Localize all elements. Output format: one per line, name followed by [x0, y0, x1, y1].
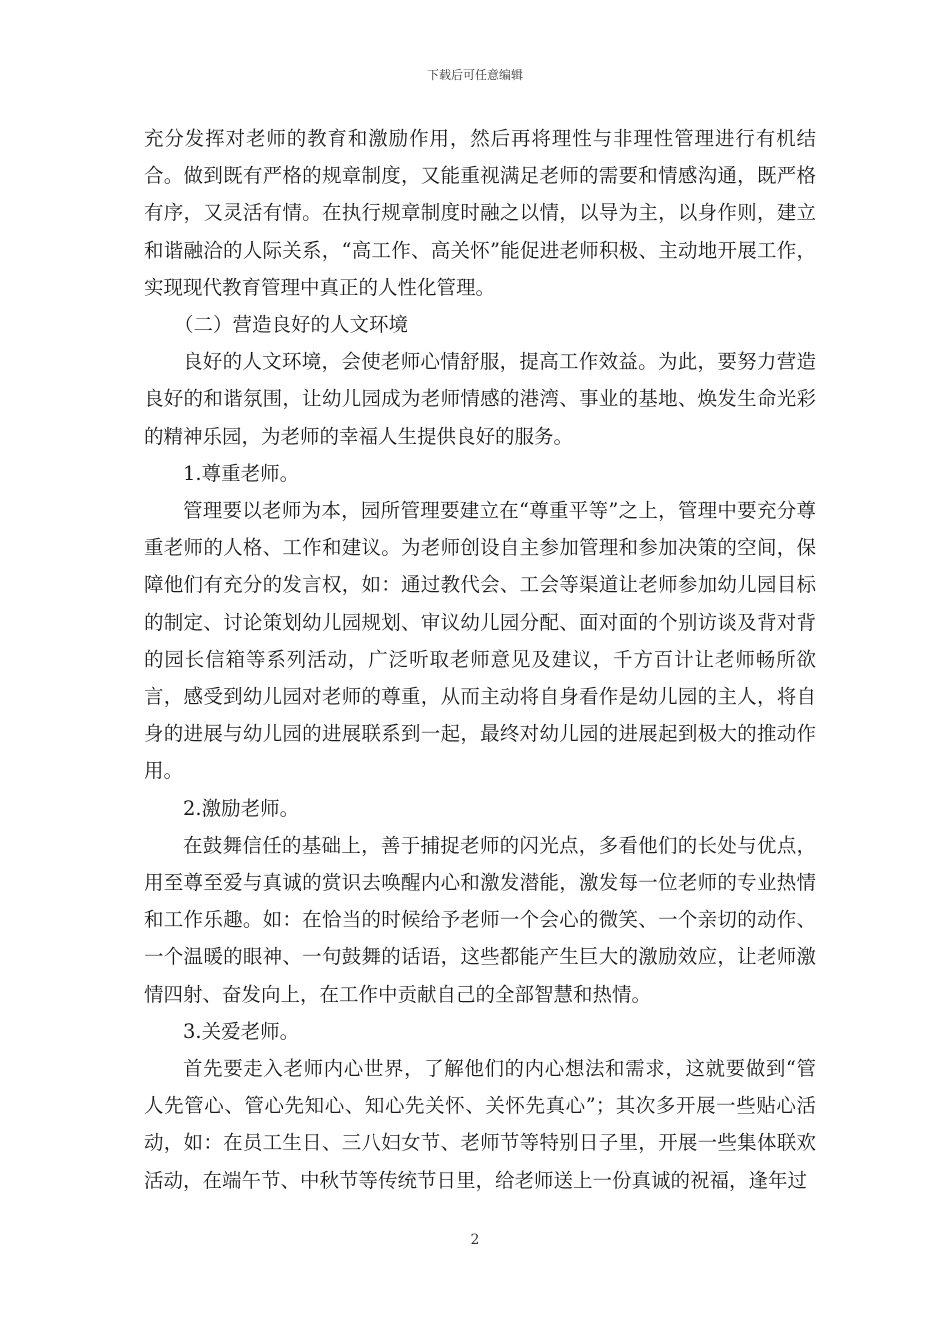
paragraph-environment: 良好的人文环境，会使老师心情舒服，提高工作效益。为此，要努力营造良好的和谐氛围，让幼儿园成为老师情感的港湾、事业的基地、焕发生命光彩的精神乐园，为老师的幸福人生提供良好的服务。 [144, 350, 816, 448]
item-heading-motivate: 2.激励老师。 [183, 796, 300, 820]
item-heading-care: 3.关爱老师。 [183, 1019, 300, 1043]
page-number: 2 [470, 1232, 480, 1248]
paragraph-care: 首先要走入老师内心世界，了解他们的内心想法和需求，这就要做到“管人先管心、管心先知心、知心先关怀、关怀先真心”；其次多开展一些贴心活动，如：在员工生日、三八妇女节、老师节等特别日子里，开展一些集体联欢活动，在端午节、中秋节等传统节日里，给老师送上一份真诚的祝福，逢年过 [144, 1057, 816, 1192]
section-heading: （二）营造良好的人文环境 [174, 313, 409, 337]
document-body [144, 120, 816, 1199]
paragraph-motivate: 在鼓舞信任的基础上，善于捕捉老师的闪光点，多看他们的长处与优点，用至尊至爱与真诚的赏识去唤醒内心和激发潜能，激发每一位老师的专业热情和工作乐趣。如：在恰当的时候给予老师一个会心的微笑、一个亲切的动作、一个温暖的眼神、一句鼓舞的话语，这些都能产生巨大的激励效应，让老师激情四射、奋发向上，在工作中贡献自己的全部智慧和热情。 [144, 833, 816, 1006]
item-heading-respect: 1.尊重老师。 [183, 461, 300, 485]
paragraph-respect: 管理要以老师为本，园所管理要建立在“尊重平等”之上，管理中要充分尊重老师的人格、工作和建议。为老师创设自主参加管理和参加决策的空间，保障他们有充分的发言权，如：通过教代会、工会等渠道让老师参加幼儿园目标的制定、讨论策划幼儿园规划、审议幼儿园分配、面对面的个别访谈及背对背的园长信箱等系列活动，广泛听取老师意见及建议，千方百计让老师畅所欲言，感受到幼儿园对老师的尊重，从而主动将自身看作是幼儿园的主人，将自身的进展与幼儿园的进展联系到一起，最终对幼儿园的进展起到极大的推动作用。 [144, 499, 816, 783]
paragraph-continuation: 充分发挥对老师的教育和激励作用，然后再将理性与非理性管理进行有机结合。做到既有严格的规章制度，又能重视满足老师的需要和情感沟通，既严格有序，又灵活有情。在执行规章制度时融之以情，以导为主，以身作则，建立和谐融洽的人际关系，“高工作、高关怀”能促进老师积极、主动地开展工作，实现现代教育管理中真正的人性化管理。 [144, 127, 816, 299]
page-header: 下载后可任意编辑 [426, 68, 523, 82]
